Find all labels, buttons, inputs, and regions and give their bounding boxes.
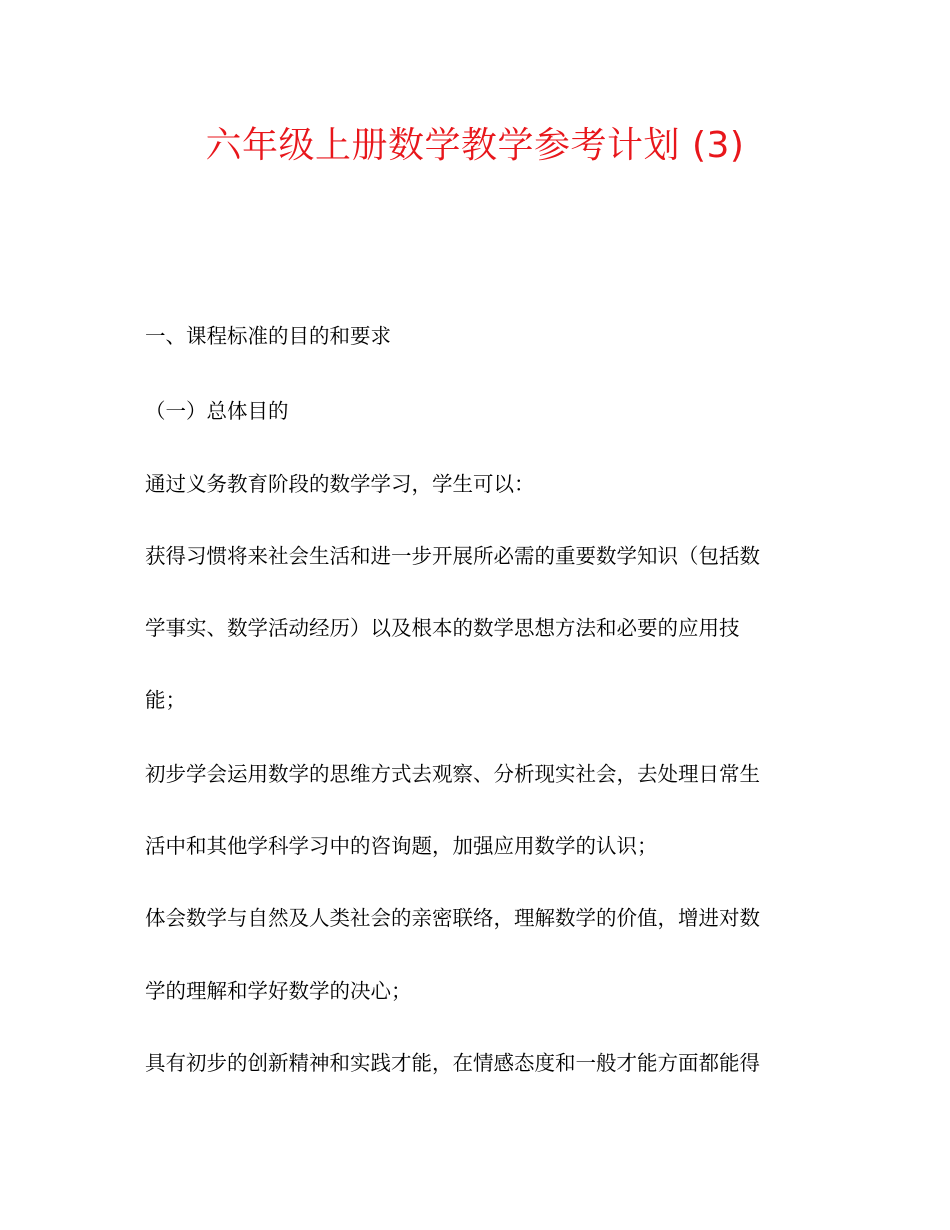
section-heading: 一、课程标准的目的和要求 [145, 324, 391, 348]
paragraph-line: 活中和其他学科学习中的咨询题，加强应用数学的认识； [145, 834, 658, 858]
paragraph-line: 通过义务教育阶段的数学学习，学生可以： [145, 472, 535, 496]
paragraph-line: 学的理解和学好数学的决心； [145, 979, 412, 1003]
paragraph-line: 学事实、数学活动经历）以及根本的数学思想方法和必要的应用技 [145, 616, 740, 640]
paragraph-line: 能； [145, 688, 186, 712]
subsection-heading: （一）总体目的 [145, 399, 289, 423]
document-title: 六年级上册数学教学参考计划 (3) [205, 125, 745, 166]
paragraph-line: 体会数学与自然及人类社会的亲密联络，理解数学的价值，增进对数 [145, 906, 760, 930]
paragraph-line: 初步学会运用数学的思维方式去观察、分析现实社会，去处理日常生 [145, 762, 760, 786]
paragraph-line: 获得习惯将来社会生活和进一步开展所必需的重要数学知识（包括数 [145, 544, 760, 568]
paragraph-line: 具有初步的创新精神和实践才能，在情感态度和一般才能方面都能得 [145, 1051, 760, 1075]
